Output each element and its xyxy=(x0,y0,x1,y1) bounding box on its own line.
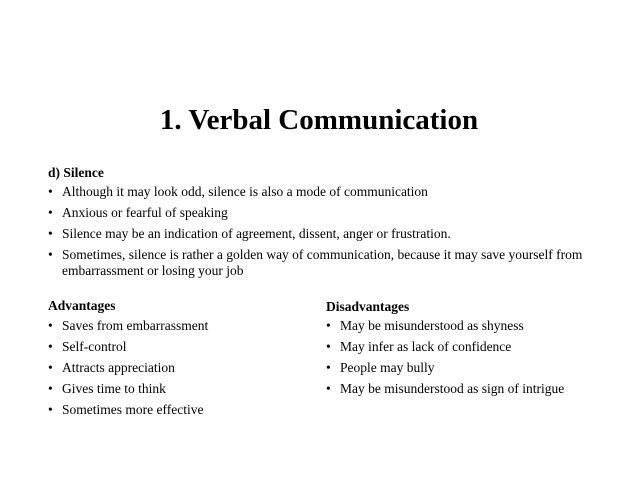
bullet-item: • Silence may be an indication of agreement, dissent, anger or frustration. xyxy=(48,226,618,242)
bullet-item: • Although it may look odd, silence is also a mode of communication xyxy=(48,184,618,200)
disadvantage-item: • May be misunderstood as sign of intrigue xyxy=(326,381,616,397)
advantage-item: • Attracts appreciation xyxy=(48,360,308,376)
advantage-item: • Gives time to think xyxy=(48,381,308,397)
advantages-heading: Advantages xyxy=(48,298,116,313)
slide-title: 1. Verbal Communication xyxy=(159,104,479,136)
bullet-item: • Anxious or fearful of speaking xyxy=(48,205,618,221)
advantages-list xyxy=(48,318,308,423)
main-bullet-list xyxy=(48,184,618,284)
advantage-item: • Sometimes more effective xyxy=(48,402,308,418)
advantage-item: • Self-control xyxy=(48,339,308,355)
section-heading: d) Silence xyxy=(48,165,104,180)
disadvantage-item: • People may bully xyxy=(326,360,616,376)
advantage-item: • Saves from embarrassment xyxy=(48,318,308,334)
disadvantages-list xyxy=(326,318,616,402)
bullet-item: • Sometimes, silence is rather a golden way of communication, because it may save yourself from embarrassment or losing your job xyxy=(48,247,618,279)
disadvantage-item: • May be misunderstood as shyness xyxy=(326,318,616,334)
disadvantages-heading: Disadvantages xyxy=(326,299,410,314)
disadvantage-item: • May infer as lack of confidence xyxy=(326,339,616,355)
